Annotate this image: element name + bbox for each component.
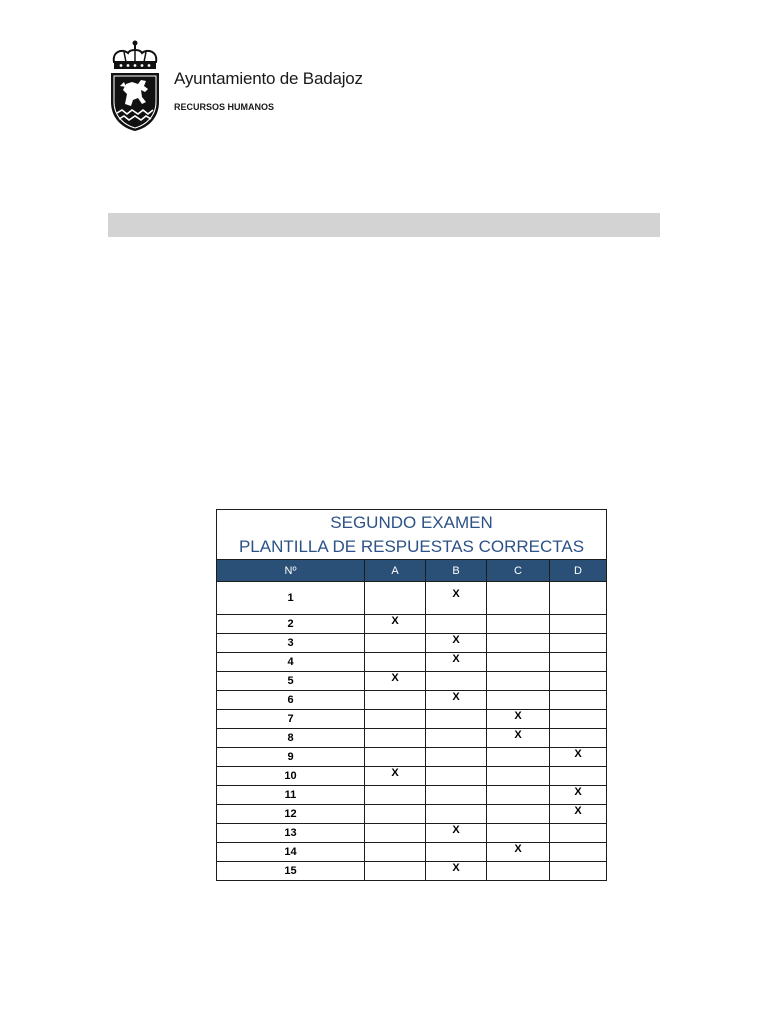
answer-cell-a	[365, 691, 426, 710]
answer-cell-a	[365, 862, 426, 881]
answer-cell-c	[487, 615, 550, 634]
answer-cell-a	[365, 729, 426, 748]
answer-cell-d	[550, 634, 607, 653]
answer-cell-c	[487, 748, 550, 767]
answer-cell-d	[550, 691, 607, 710]
shield-icon	[111, 73, 159, 131]
answer-cell-b	[426, 710, 487, 729]
correct-answer-mark: X	[574, 786, 582, 798]
answer-cell-a	[365, 710, 426, 729]
department-name: RECURSOS HUMANOS	[174, 102, 275, 112]
correct-answer-mark: X	[514, 843, 522, 855]
correct-answer-mark: X	[452, 634, 460, 646]
answer-cell-c	[487, 691, 550, 710]
table-row	[217, 672, 607, 691]
table-row	[217, 582, 607, 615]
answer-cell-a	[365, 767, 426, 786]
exam-title: SEGUNDO EXAMEN	[330, 512, 493, 532]
answer-cell-d	[550, 672, 607, 691]
question-number: 2	[217, 615, 365, 634]
answer-cell-d	[550, 824, 607, 843]
column-header-c: C	[487, 560, 550, 582]
table-title	[217, 510, 607, 560]
question-number: 10	[217, 767, 365, 786]
table-row	[217, 729, 607, 748]
answer-cell-d	[550, 729, 607, 748]
answer-cell-c	[487, 805, 550, 824]
question-number: 12	[217, 805, 365, 824]
crown-icon	[114, 41, 157, 70]
answer-key-table	[216, 509, 607, 881]
correct-answer-mark: X	[452, 862, 460, 874]
answer-cell-b	[426, 729, 487, 748]
question-number: 8	[217, 729, 365, 748]
column-header-b: B	[426, 560, 487, 582]
correct-answer-mark: X	[514, 729, 522, 741]
correct-answer-mark: X	[391, 672, 399, 684]
table-row	[217, 691, 607, 710]
answer-cell-d	[550, 786, 607, 805]
column-header-row	[217, 560, 607, 582]
answer-cell-a	[365, 615, 426, 634]
answer-cell-b	[426, 672, 487, 691]
table-row	[217, 615, 607, 634]
answer-cell-d	[550, 582, 607, 615]
correct-answer-mark: X	[391, 615, 399, 627]
table-title-row	[217, 510, 607, 560]
answer-cell-d	[550, 615, 607, 634]
question-number: 15	[217, 862, 365, 881]
table-row	[217, 653, 607, 672]
answer-cell-b	[426, 691, 487, 710]
table-row	[217, 862, 607, 881]
answer-cell-d	[550, 767, 607, 786]
question-number: 4	[217, 653, 365, 672]
answer-cell-b	[426, 786, 487, 805]
answer-cell-a	[365, 653, 426, 672]
answer-cell-a	[365, 748, 426, 767]
correct-answer-mark: X	[574, 805, 582, 817]
correct-answer-mark: X	[452, 824, 460, 836]
answer-cell-c	[487, 767, 550, 786]
answer-cell-b	[426, 767, 487, 786]
answer-cell-b	[426, 634, 487, 653]
answer-cell-b	[426, 748, 487, 767]
correct-answer-mark: X	[452, 691, 460, 703]
column-header-d: D	[550, 560, 607, 582]
table-row	[217, 767, 607, 786]
answer-cell-d	[550, 805, 607, 824]
question-number: 3	[217, 634, 365, 653]
table-row	[217, 634, 607, 653]
answer-cell-d	[550, 653, 607, 672]
answer-cell-c	[487, 843, 550, 862]
question-number: 14	[217, 843, 365, 862]
answer-cell-d	[550, 843, 607, 862]
answer-cell-c	[487, 824, 550, 843]
answer-cell-c	[487, 653, 550, 672]
column-header-number: Nº	[217, 560, 365, 582]
answer-cell-a	[365, 672, 426, 691]
correct-answer-mark: X	[514, 710, 522, 722]
answer-cell-a	[365, 634, 426, 653]
answer-cell-c	[487, 786, 550, 805]
template-title: PLANTILLA DE RESPUESTAS CORRECTAS	[238, 536, 585, 556]
answer-cell-a	[365, 786, 426, 805]
answer-cell-a	[365, 843, 426, 862]
answer-cell-d	[550, 710, 607, 729]
question-number: 11	[217, 786, 365, 805]
answer-cell-c	[487, 634, 550, 653]
answer-cell-a	[365, 582, 426, 615]
answer-cell-c	[487, 862, 550, 881]
question-number: 9	[217, 748, 365, 767]
answer-cell-b	[426, 862, 487, 881]
answer-cell-a	[365, 824, 426, 843]
table-row	[217, 748, 607, 767]
badajoz-coat-of-arms-logo	[108, 40, 162, 132]
answer-cell-b	[426, 615, 487, 634]
gray-header-band	[108, 213, 660, 237]
question-number: 5	[217, 672, 365, 691]
question-number: 13	[217, 824, 365, 843]
table-row	[217, 786, 607, 805]
answer-cell-b	[426, 805, 487, 824]
question-number: 1	[217, 582, 365, 615]
answer-cell-a	[365, 805, 426, 824]
answer-cell-b	[426, 824, 487, 843]
answer-cell-b	[426, 582, 487, 615]
answer-cell-c	[487, 672, 550, 691]
answer-cell-b	[426, 843, 487, 862]
correct-answer-mark: X	[574, 748, 582, 760]
answer-cell-d	[550, 862, 607, 881]
table-row	[217, 843, 607, 862]
table-row	[217, 805, 607, 824]
organization-name: Ayuntamiento de Badajoz	[174, 69, 363, 88]
correct-answer-mark: X	[391, 767, 399, 779]
correct-answer-mark: X	[452, 653, 460, 665]
question-number: 7	[217, 710, 365, 729]
question-number: 6	[217, 691, 365, 710]
correct-answer-mark: X	[452, 588, 460, 600]
table-row	[217, 710, 607, 729]
column-header-a: A	[365, 560, 426, 582]
answer-cell-d	[550, 748, 607, 767]
table-row	[217, 824, 607, 843]
answer-cell-b	[426, 653, 487, 672]
answer-cell-c	[487, 582, 550, 615]
answer-cell-c	[487, 710, 550, 729]
answer-cell-c	[487, 729, 550, 748]
